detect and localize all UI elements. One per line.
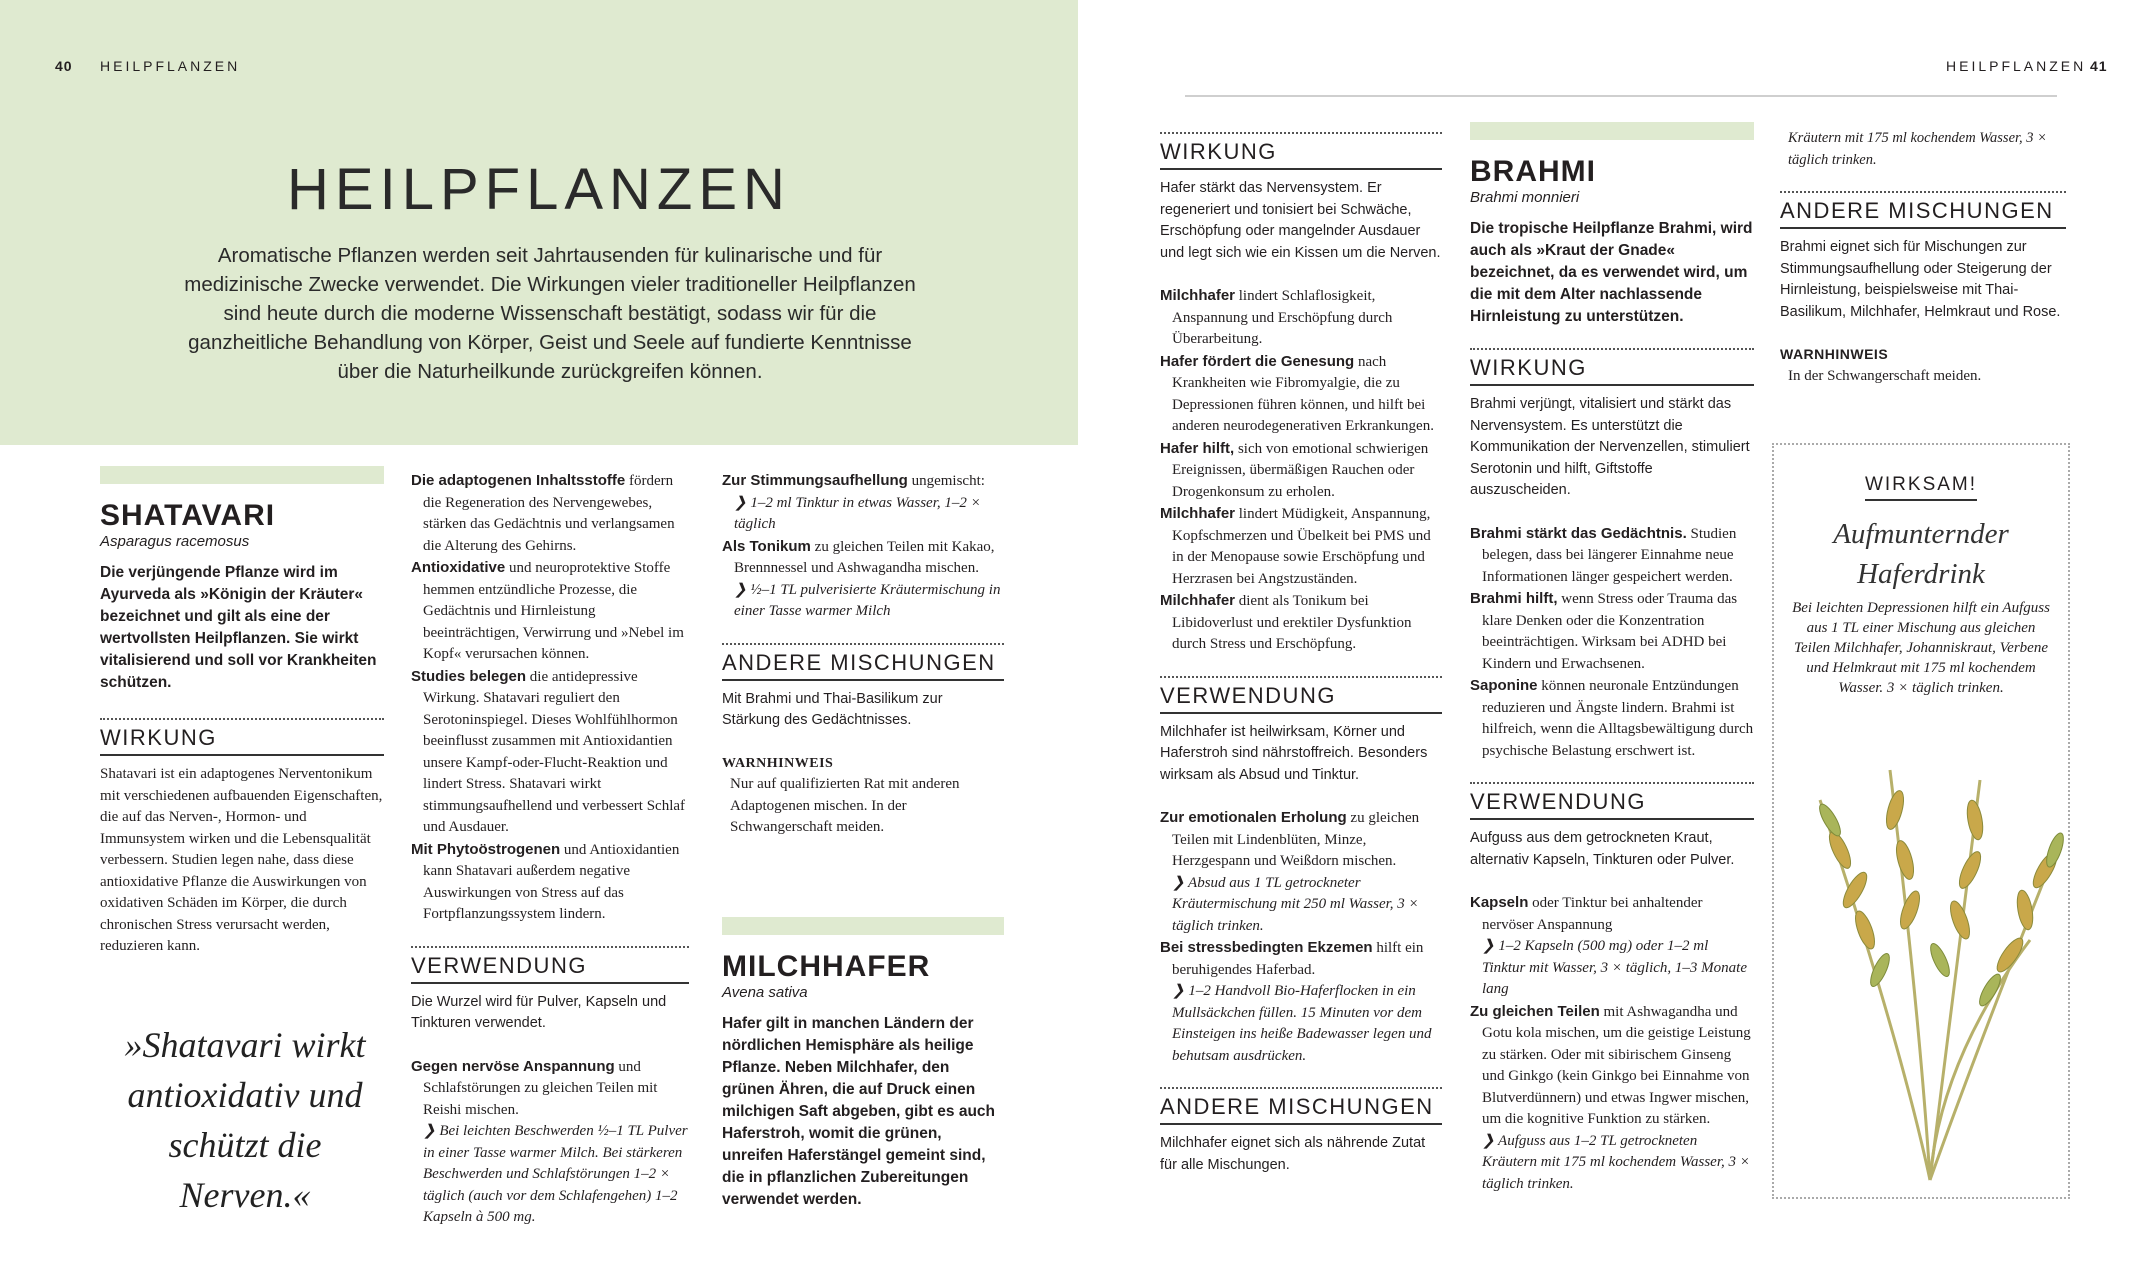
plant-latin: Avena sativa xyxy=(722,984,808,1001)
list-item: Brahmi hilft, wenn Stress oder Trauma das klare Denken oder die Konzentration beeinträchtigen. Wirksam bei ADHD bei Kindern und Erwachsenen. xyxy=(1470,590,1738,672)
shatavari-column xyxy=(100,466,384,958)
section-heading: WIRKUNG xyxy=(1470,348,1754,386)
list-item: Brahmi stärkt das Gedächtnis. Studien belegen, dass bei längerer Einnahme neue Informationen länger gespeichert werden. xyxy=(1470,524,1737,585)
right-page-number: 41 xyxy=(2090,58,2108,74)
left-running-title: HEILPFLANZEN xyxy=(100,58,241,74)
section-heading: ANDERE MISCHUNGEN xyxy=(1780,191,2066,229)
milchhafer-header xyxy=(722,917,1004,1211)
list-item: Antioxidative und neuroprotektive Stoffe hemmen entzündliche Prozesse, die Gedächtnis und Hirnleistung beeinträchtigen, Verwirrung und »Nebel im Kopf« verursachen können. xyxy=(411,559,684,662)
plant-latin: Brahmi monnieri xyxy=(1470,189,1580,206)
list-item: Milchhafer lindert Müdigkeit, Anspannung, Kopfschmerzen und Übelkeit bei PMS und in der Menopause sowie Erschöpfung und Herzrasen bei Angstzuständen. xyxy=(1160,505,1431,587)
usage-item: Bei stressbedingten Ekzemen hilft ein beruhigendes Haferbad. xyxy=(1160,939,1424,978)
usage-item: Gegen nervöse Anspannung und Schlafstörungen zu gleichen Teilen mit Reishi mischen. xyxy=(411,1057,658,1118)
plant-title: BRAHMI xyxy=(1470,155,1596,188)
pull-quote: »Shatavari wirkt antioxidativ und schützt die Nerven.« xyxy=(124,1025,366,1215)
list-item: Hafer fördert die Genesung nach Krankheiten wie Fibromyalgie, die zu Depressionen führen können, und hilft bei anderen neurodegenerativen Erkrankungen. xyxy=(1160,352,1434,434)
header-rule xyxy=(1185,95,2057,97)
brahmi-column-2 xyxy=(1780,128,2066,387)
usage-item: Zur emotionalen Erholung zu gleichen Teilen mit Lindenblüten, Minze, Herzgespann und Weißdorn mischen. xyxy=(1160,809,1420,869)
usage-dose: ❯ 1–2 ml Tinktur in etwas Wasser, 1–2 × täglich xyxy=(734,494,981,532)
usage-dose-continued: Kräutern mit 175 ml kochendem Wasser, 3 × täglich trinken. xyxy=(1788,130,2047,168)
section-text: Milchhafer eignet sich als nährende Zutat für alle Mischungen. xyxy=(1160,1135,1426,1173)
usage-item: Als Tonikum zu gleichen Teilen mit Kakao, Brennnessel und Ashwagandha mischen. xyxy=(722,537,995,576)
plant-lead: Hafer gilt in manchen Ländern der nördlichen Hemisphäre als heilige Pflanze. Neben Milchhafer, den grünen Ähren, die auf Druck einen milchigen Saft abgeben, gibt es auch Haferstroh, womit die grünen, unreifen Haferstängel gemeint sind, die in pflanzlichen Zubereitungen verwendet werden. xyxy=(722,1015,996,1208)
usage-item: Kapseln oder Tinktur bei anhaltender nervöser Anspannung xyxy=(1470,894,1703,933)
list-item: Mit Phytoöstrogenen und Antioxidantien kann Shatavari außerdem negative Auswirkungen von Stress auf das Fortpflanzungssystem lindern. xyxy=(411,840,680,922)
section-text: Mit Brahmi und Thai-Basilikum zur Stärkung des Gedächtnisses. xyxy=(722,690,943,728)
intro-text: Aromatische Pflanzen werden seit Jahrtausenden für kulinarische und für medizinische Zwecke verwendet. Die Wirkungen vieler traditioneller Heilpflanzen sind heute durch die moderne Wissenschaft bestätigt, sodass wir für die ganzheitliche Behandlung von Körper, Geist und Seele auf fundierte Kenntnisse über die Naturheilkunde zurückgreifen können. xyxy=(184,244,916,383)
usage-dose: ❯ Absud aus 1 TL getrockneter Kräutermischung mit 250 ml Wasser, 3 × täglich trinken. xyxy=(1172,874,1419,934)
section-text: Aufguss aus dem getrockneten Kraut, alternativ Kapseln, Tinkturen oder Pulver. xyxy=(1470,830,1735,868)
list-item: Die adaptogenen Inhaltsstoffe fördern die Regeneration des Nervengewebes, stärken das Gedächtnis und verlangsamen die Alterung des Gehirns. xyxy=(411,472,675,554)
usage-dose: ❯ 1–2 Kapseln (500 mg) oder 1–2 ml Tinktur mit Wasser, 3 × täglich, 1–3 Monate lang xyxy=(1482,938,1747,997)
tip-box-text: Bei leichten Depressionen hilft ein Aufguss aus 1 TL einer Mischung aus gleichen Teilen Milchhafer, Johanniskraut, Verbene und Helmkraut mit 175 ml kochendem Wasser. 3 × täglich trinken. xyxy=(1792,600,2050,696)
list-item: Milchhafer dient als Tonikum bei Libidoverlust und erektiler Dysfunktion durch Stress und Erschöpfung. xyxy=(1160,592,1412,652)
plant-lead: Die tropische Heilpflanze Brahmi, wird auch als »Kraut der Gnade« bezeichnet, da es verwendet wird, um die mit dem Alter nachlassende Hirnleistung zu unterstützen. xyxy=(1470,220,1753,325)
plant-lead: Die verjüngende Pflanze wird im Ayurveda als »Königin der Kräuter« bezeichnet und gilt als eine der wertvollsten Heilpflanzen. Sie wirkt vitalisierend und soll vor Krankheiten schützen. xyxy=(100,564,377,691)
section-heading: VERWENDUNG xyxy=(411,946,689,984)
section-heading: WIRKUNG xyxy=(100,718,384,756)
section-text: Die Wurzel wird für Pulver, Kapseln und Tinkturen verwendet. xyxy=(411,993,667,1031)
plant-bar xyxy=(722,917,1004,935)
usage-dose: ❯ Aufguss aus 1–2 TL getrockneten Kräutern mit 175 ml kochendem Wasser, 3 × täglich trinken. xyxy=(1482,1132,1750,1192)
left-page-number: 40 xyxy=(55,58,73,74)
milchhafer-column xyxy=(1160,132,1442,1176)
usage-dose: ❯ ½–1 TL pulverisierte Kräutermischung in einer Tasse warmer Milch xyxy=(734,581,1001,619)
shatavari-column-3 xyxy=(722,470,1004,839)
usage-item: Zu gleichen Teilen mit Ashwagandha und Gotu kola mischen, um die geistige Leistung zu stärken. Oder mit sibirischem Ginseng und Ginkgo (kein Ginkgo bei Einnahme von Blutverdünnern) und etwas Ingwer mischen, um die kognitive Funktion zu stärken. xyxy=(1470,1002,1751,1127)
list-item: Hafer hilft, sich von emotional schwierigen Ereignissen, übermäßigen Rauchen oder Drogenkonsum zu erholen. xyxy=(1160,439,1429,500)
section-text: Shatavari ist ein adaptogenes Nerventonikum mit verschiedenen aufbauenden Eigenschaften, die auf das Nerven-, Hormon- und Immunsystem wirken und die Lebensqualität verbessern. Studien legen nahe, dass diese antioxidative Pflanze die Auswirkungen von oxidativen Schäden im Körper, die durch chronischen Stress verursacht werden, reduzieren kann. xyxy=(100,766,383,954)
tip-box-title: WIRKSAM! xyxy=(1772,474,2070,496)
warning-heading: WARNHINWEIS xyxy=(1780,346,1889,362)
warning-text: Nur auf qualifizierten Rat mit anderen Adaptogenen mischen. In der Schwangerschaft meiden. xyxy=(730,776,960,835)
usage-item: Zur Stimmungsaufhellung ungemischt: xyxy=(722,472,985,489)
section-heading: WIRKUNG xyxy=(1160,132,1442,170)
oat-illustration xyxy=(1780,740,2080,1190)
brahmi-column xyxy=(1470,122,1754,1192)
section-text: Brahmi verjüngt, vitalisiert und stärkt das Nervensystem. Es unterstützt die Kommunikation der Nervenzellen, stimuliert Serotonin und hilft, Giftstoffe auszuscheiden. xyxy=(1470,396,1750,498)
plant-title: MILCHHAFER xyxy=(722,950,931,983)
section-text: Hafer stärkt das Nervensystem. Er regeneriert und tonisiert bei Schwäche, Erschöpfung oder mangelnder Ausdauer und legt sich wie ein Kissen um die Nerven. xyxy=(1160,180,1441,261)
plant-bar xyxy=(1470,122,1754,140)
section-text: Milchhafer ist heilwirksam, Körner und Haferstroh sind nährstoffreich. Besonders wirksam als Absud und Tinktur. xyxy=(1160,723,1428,783)
plant-latin: Asparagus racemosus xyxy=(100,533,250,550)
plant-bar xyxy=(100,466,384,484)
list-item: Studies belegen die antidepressive Wirkung. Shatavari reguliert den Serotoninspiegel. Dieses Wohlfühlhormon beeinflusst zusammen mit Antioxidantien unsere Kampf-oder-Flucht-Reaktion und lindert Stress. Shatavari wirkt stimmungsaufhellend und verbessert Schlaf und Ausdauer. xyxy=(411,667,686,835)
section-text: Brahmi eignet sich für Mischungen zur Stimmungsaufhellung oder Steigerung der Hirnleistung, beispielsweise mit Thai-Basilikum, Milchhafer, Helmkraut und Rose. xyxy=(1780,239,2061,320)
warning-text: In der Schwangerschaft meiden. xyxy=(1788,367,1982,384)
usage-dose: ❯ Bei leichten Beschwerden ½–1 TL Pulver in einer Tasse warmer Milch. Bei stärkeren Beschwerden und Schlafstörungen 1–2 × täglich (auch vor dem Schlafengehen) 1–2 Kapseln à 500 mg. xyxy=(423,1123,688,1225)
page-title: HEILPFLANZEN xyxy=(287,157,791,222)
usage-dose: ❯ 1–2 Handvoll Bio-Haferflocken in ein Mullsäckchen füllen. 15 Minuten vor dem Einsteigen ins heiße Badewasser legen und behutsam ausdrücken. xyxy=(1172,983,1432,1064)
shatavari-column-2 xyxy=(411,470,689,1229)
section-heading: ANDERE MISCHUNGEN xyxy=(1160,1087,1442,1125)
section-heading: VERWENDUNG xyxy=(1160,676,1442,714)
list-item: Milchhafer lindert Schlaflosigkeit, Anspannung und Erschöpfung durch Überarbeitung. xyxy=(1160,287,1393,347)
right-running-title: HEILPFLANZEN xyxy=(1946,58,2087,74)
section-heading: ANDERE MISCHUNGEN xyxy=(722,643,1004,681)
warning-heading: WARNHINWEIS xyxy=(722,755,834,771)
list-item: Saponine können neuronale Entzündungen reduzieren und Ängste lindern. Brahmi ist hilfreich, wenn die Alltagsbewältigung durch psychische Belastung erschwert ist. xyxy=(1470,677,1754,759)
plant-title: SHATAVARI xyxy=(100,499,276,532)
tip-box-subtitle: Aufmunternder Haferdrink xyxy=(1833,518,2009,590)
section-heading: VERWENDUNG xyxy=(1470,782,1754,820)
